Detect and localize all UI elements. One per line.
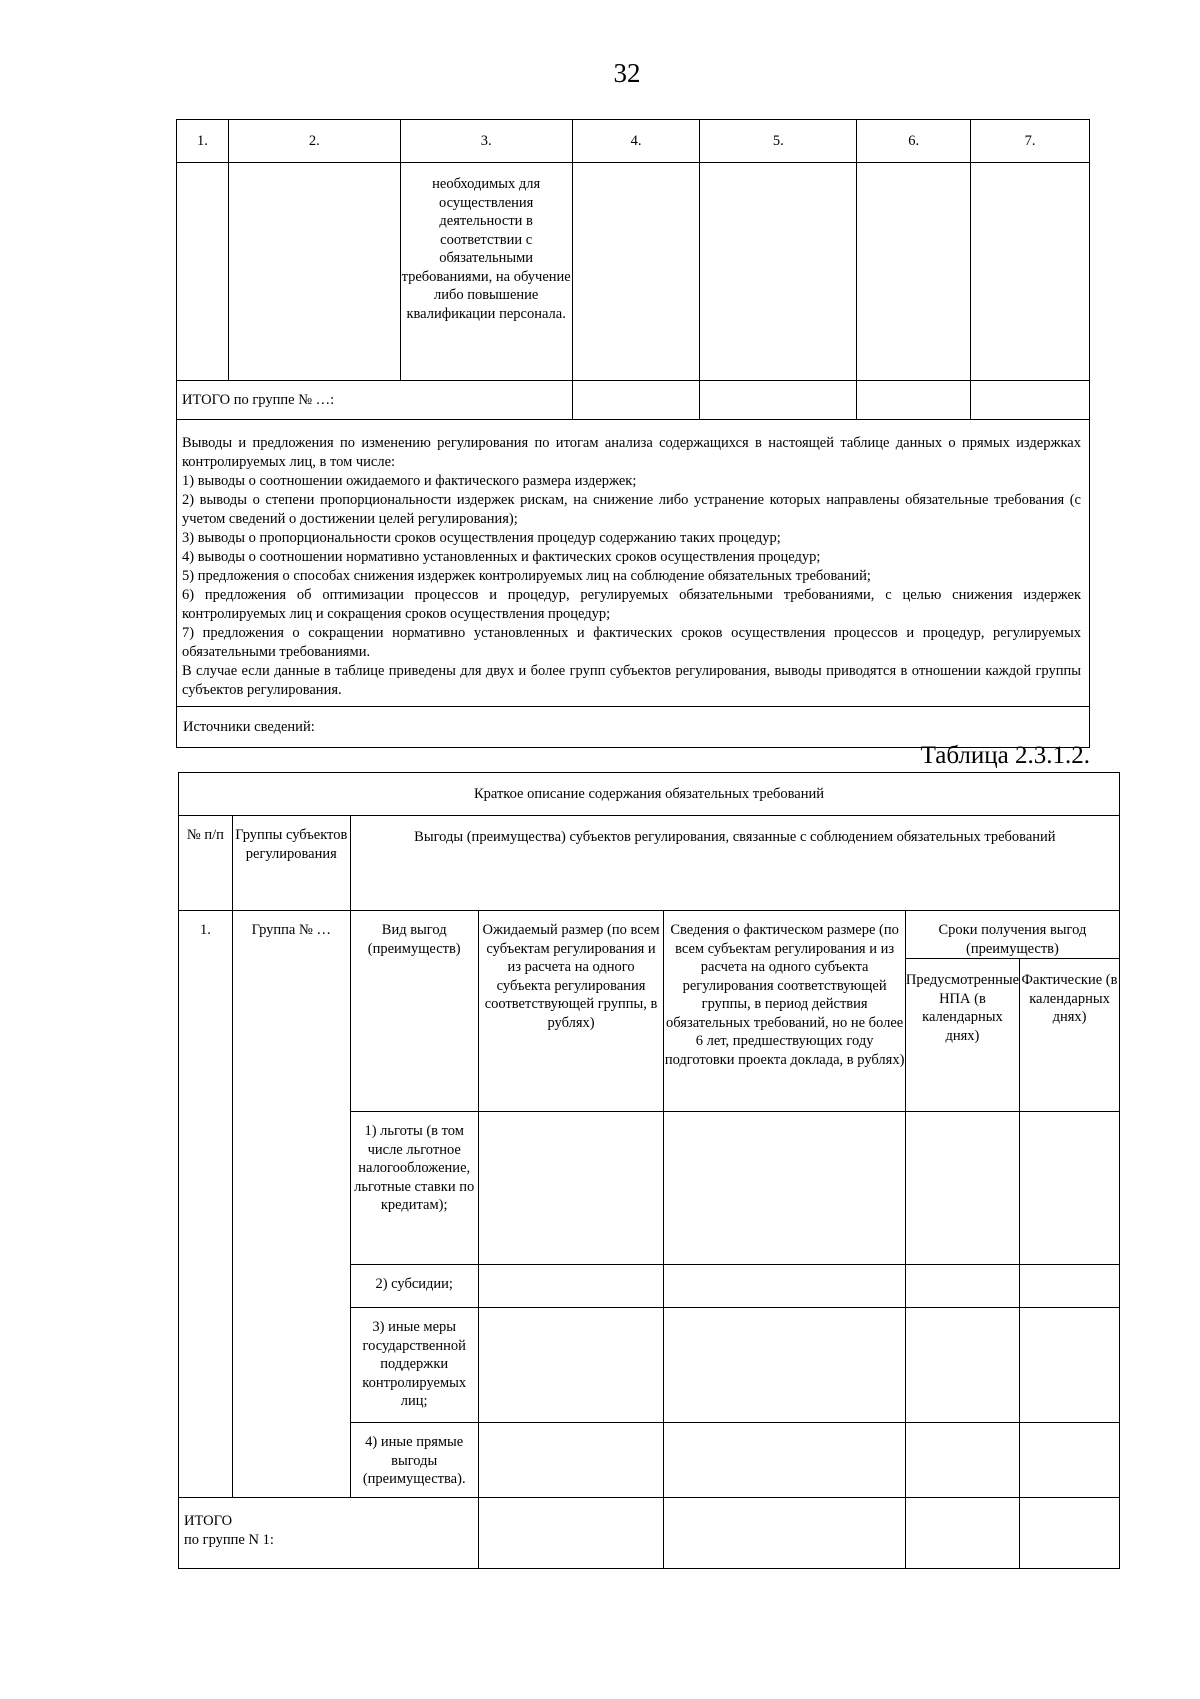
conclusion-item: 6) предложения об оптимизации процессов и процедур, регулируемых обязательными требованиями, с целью снижения издержек контролируемых лиц и сокращения сроков осуществления процедур; (182, 587, 1081, 622)
continued-cost-text: необходимых для осуществления деятельности в соответствии с обязательными требованиями, на обучение либо повышение квалификации персонала. (400, 163, 572, 381)
group-total-row (179, 1498, 1120, 1569)
conclusion-item: 1) выводы о соотношении ожидаемого и фактического размера издержек; (182, 473, 637, 489)
conclusion-item: 5) предложения о способах снижения издержек контролируемых лиц на соблюдение обязательных требований; (182, 568, 871, 584)
empty-cell (857, 381, 971, 420)
actual-size-header: Сведения о фактическом размере (по всем субъектам регулирования и из расчета на одного субъекта регулирования соответствующей группы, в период действия обязательных требований, но не более 6 лет, предшествующих году подготовки проекта доклада, в рублях) (664, 911, 905, 1112)
benefit-type: 4) иные прямые выгоды (преимущества). (350, 1423, 478, 1498)
empty-cell (572, 381, 700, 420)
empty-cell (1020, 1265, 1120, 1308)
page-number: 32 (613, 58, 641, 88)
empty-cell (1020, 1112, 1120, 1265)
empty-cell (905, 1265, 1019, 1308)
empty-cell (971, 381, 1090, 420)
total-line: ИТОГО (184, 1513, 233, 1529)
empty-cell (971, 163, 1090, 381)
empty-cell (664, 1112, 905, 1265)
group-row (179, 911, 1120, 959)
empty-cell (905, 1498, 1019, 1569)
table-label: Таблица 2.3.1.2. (920, 742, 1090, 769)
conclusions-note: В случае если данные в таблице приведены для двух и более групп субъектов регулирования, выводы приводятся в отношении каждой группы субъектов регулирования. (182, 663, 1081, 698)
group-total-label (179, 1498, 479, 1569)
empty-cell (857, 163, 971, 381)
continued-row (177, 163, 1090, 381)
terms-planned-header: Предусмотренные НПА (в календарных днях) (905, 959, 1019, 1112)
conclusions-cell (177, 420, 1090, 707)
empty-cell (1020, 1308, 1120, 1423)
group-total-label: ИТОГО по группе № …: (177, 381, 573, 420)
column-number-row (177, 120, 1090, 163)
row-number: 1. (179, 911, 233, 1498)
empty-cell (572, 163, 700, 381)
benefits-table (178, 772, 1120, 1569)
terms-header: Сроки получения выгод (преимуществ) (905, 911, 1119, 959)
benefit-type: 2) субсидии; (350, 1265, 478, 1308)
empty-cell (1020, 1423, 1120, 1498)
benefit-type: 1) льготы (в том числе льготное налогообложение, льготные ставки по кредитам); (350, 1112, 478, 1265)
conclusion-item: 3) выводы о пропорциональности сроков осуществления процедур содержанию таких процедур; (182, 530, 781, 546)
col-groups-header: Группы субъектов регулирования (232, 816, 350, 911)
empty-cell (478, 1423, 664, 1498)
group-total-row (177, 381, 1090, 420)
empty-cell (700, 163, 857, 381)
table-caption: Краткое описание содержания обязательных требований (179, 773, 1120, 816)
benefit-type-header: Вид выгод (преимуществ) (350, 911, 478, 1112)
empty-cell (905, 1423, 1019, 1498)
column-number: 5. (700, 120, 857, 163)
empty-cell (478, 1112, 664, 1265)
column-header-row (179, 816, 1120, 911)
conclusions-intro: Выводы и предложения по изменению регулирования по итогам анализа содержащихся в настоящей таблице данных о прямых издержках контролируемых лиц, в том числе: (182, 435, 1081, 470)
conclusion-item: 4) выводы о соотношении нормативно установленных и фактических сроков осуществления процедур; (182, 549, 821, 565)
sources-label: Источники сведений: (177, 707, 1090, 748)
empty-cell (1020, 1498, 1120, 1569)
column-number: 1. (177, 120, 229, 163)
empty-cell (905, 1308, 1019, 1423)
empty-cell (478, 1308, 664, 1423)
column-number: 4. (572, 120, 700, 163)
conclusion-item: 2) выводы о степени пропорциональности издержек рискам, на снижение либо устранение которых направлены обязательные требования (с учетом сведений о достижении целей регулирования); (182, 492, 1081, 527)
col-benefits-header: Выгоды (преимущества) субъектов регулирования, связанные с соблюдением обязательных требований (350, 816, 1119, 911)
empty-cell (664, 1498, 905, 1569)
terms-actual-header: Фактические (в календарных днях) (1020, 959, 1120, 1112)
column-number: 3. (400, 120, 572, 163)
column-number: 6. (857, 120, 971, 163)
empty-cell (478, 1498, 664, 1569)
column-number: 7. (971, 120, 1090, 163)
empty-cell (177, 163, 229, 381)
column-number: 2. (228, 120, 400, 163)
row-group: Группа № … (232, 911, 350, 1498)
conclusion-item: 7) предложения о сокращении нормативно установленных и фактических сроков осуществления процессов и процедур, регулируемых обязательными требованиями. (182, 625, 1081, 660)
expected-size-header: Ожидаемый размер (по всем субъектам регулирования и из расчета на одного субъекта регулирования соответствующей группы, в рублях) (478, 911, 664, 1112)
empty-cell (478, 1265, 664, 1308)
costs-table-continued (176, 119, 1090, 748)
empty-cell (664, 1265, 905, 1308)
caption-row (179, 773, 1120, 816)
empty-cell (905, 1112, 1019, 1265)
col-number-header: № п/п (179, 816, 233, 911)
conclusions-row (177, 420, 1090, 707)
empty-cell (700, 381, 857, 420)
empty-cell (228, 163, 400, 381)
empty-cell (664, 1423, 905, 1498)
empty-cell (664, 1308, 905, 1423)
total-line: по группе N 1: (184, 1531, 274, 1548)
benefit-type: 3) иные меры государственной поддержки контролируемых лиц; (350, 1308, 478, 1423)
